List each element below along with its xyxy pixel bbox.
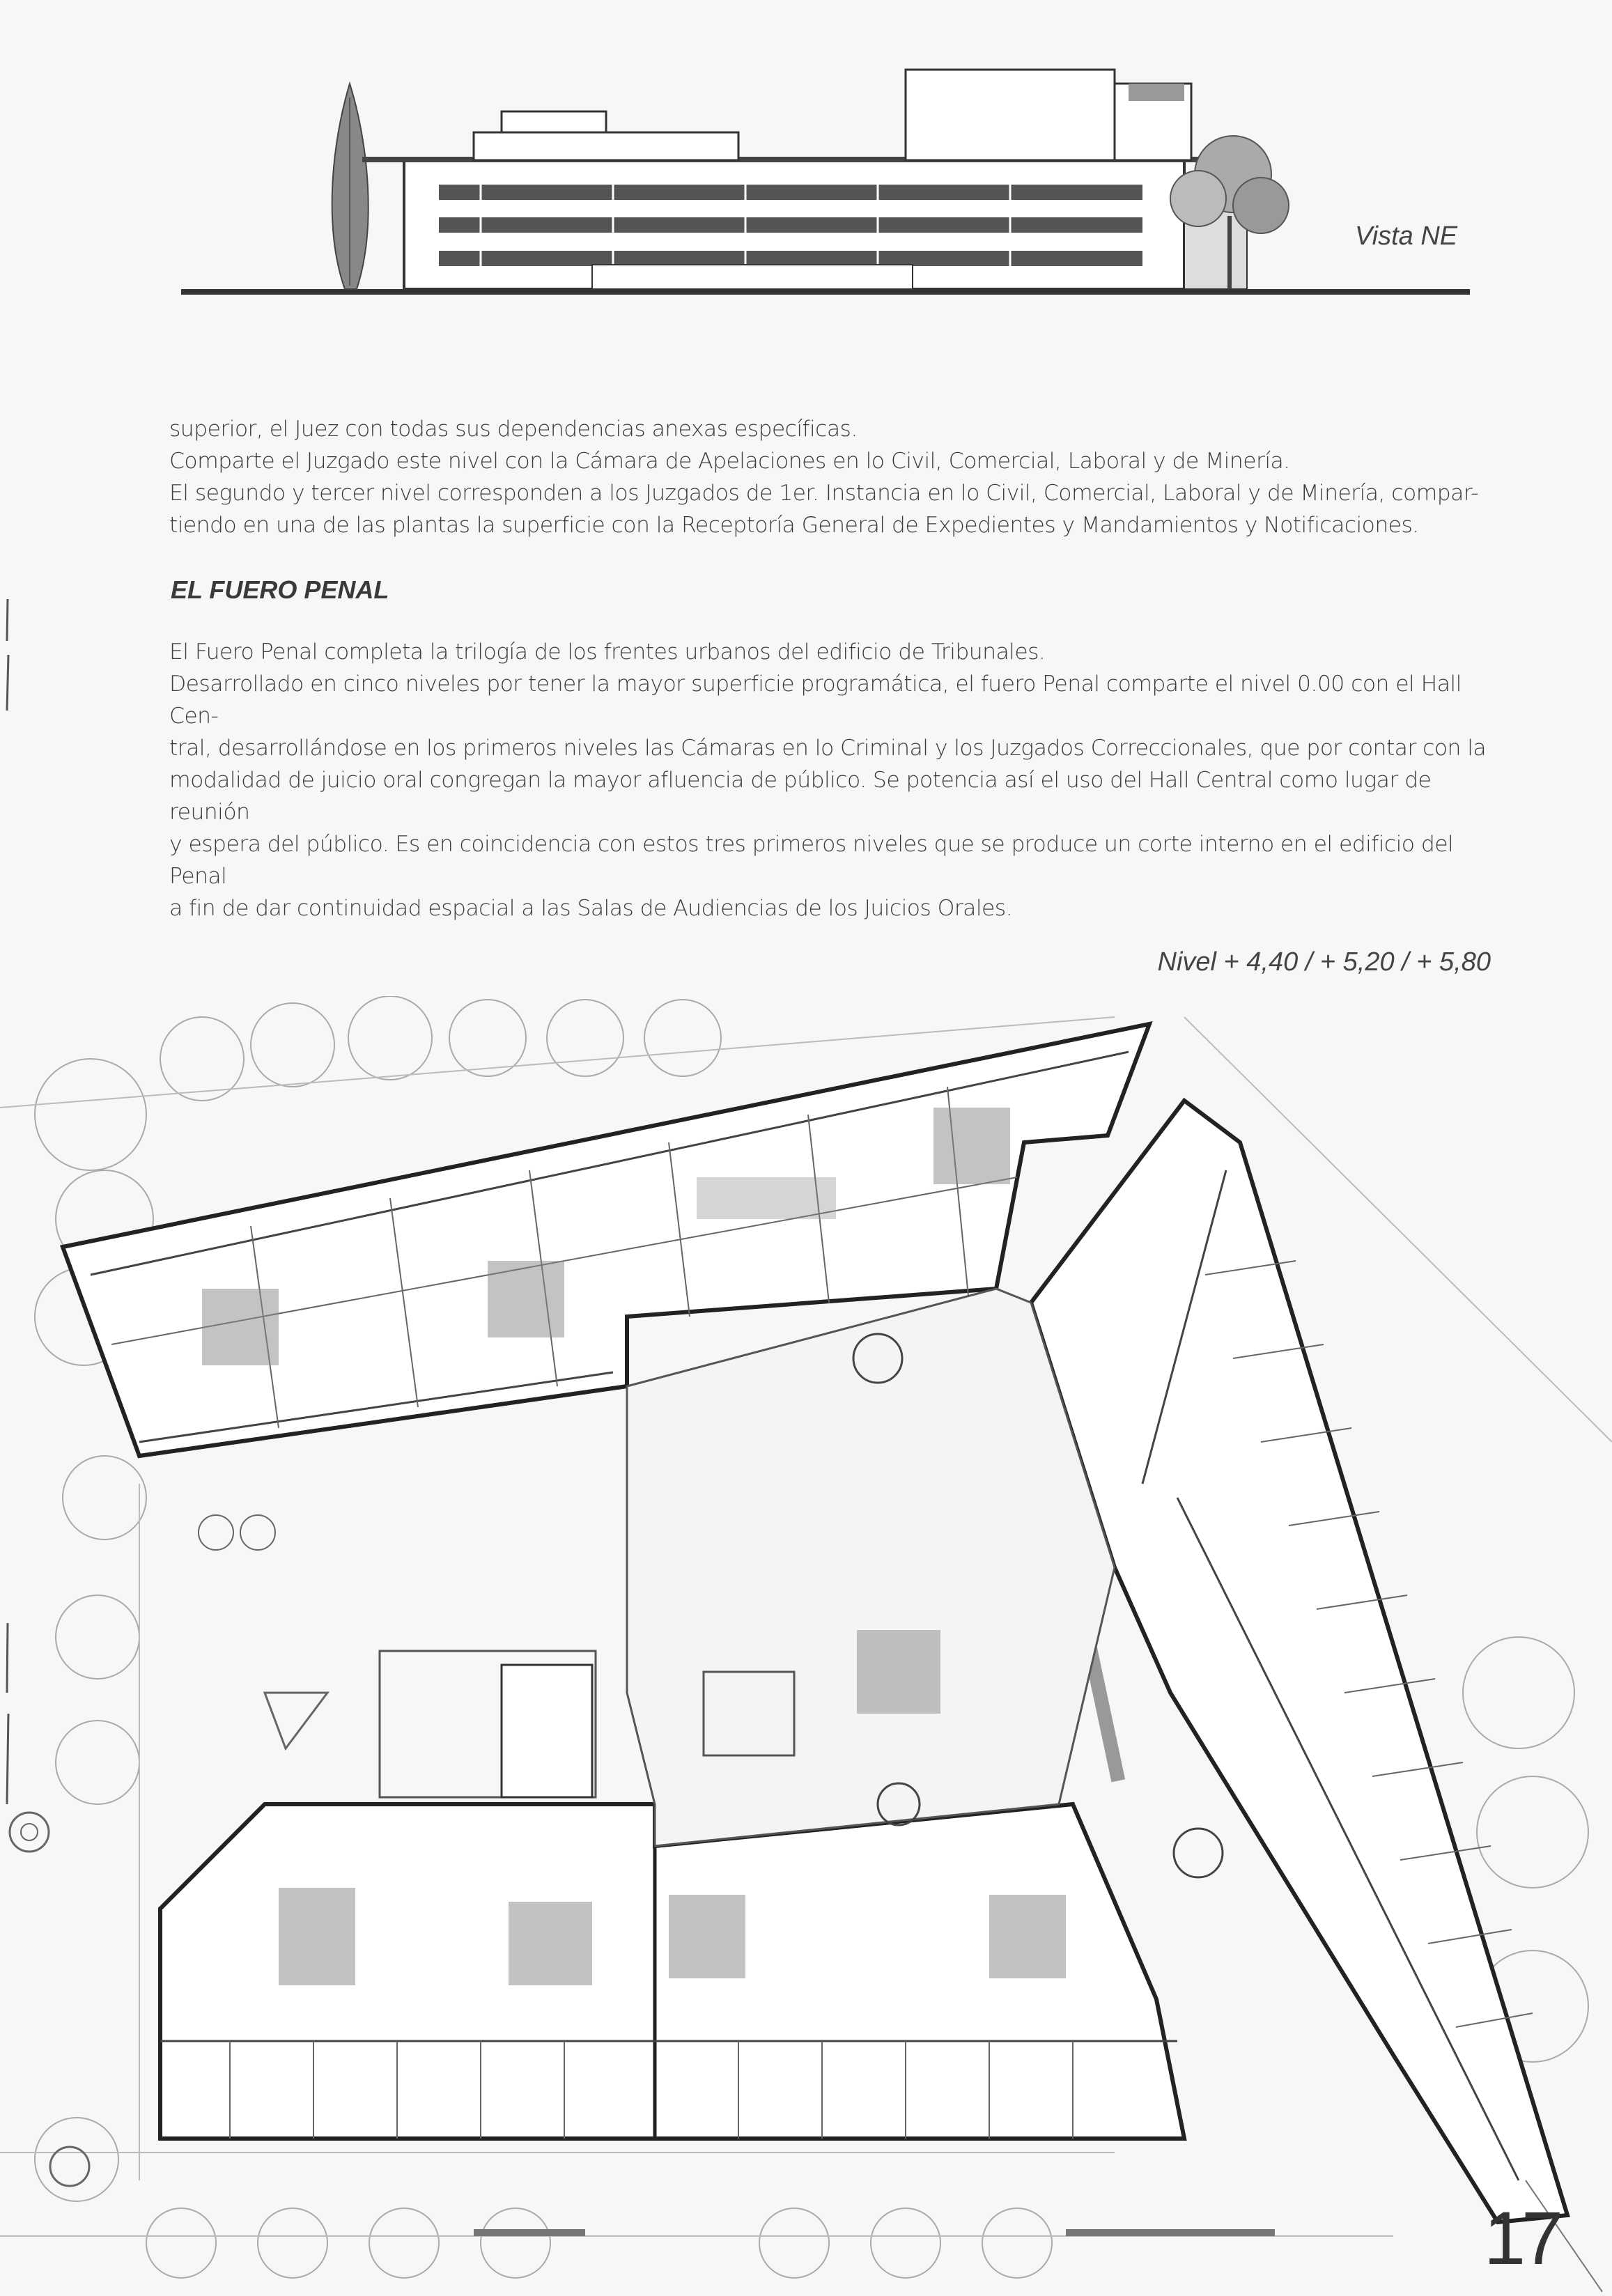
- intro-paragraph: [169, 413, 1493, 541]
- elevation-caption: Vista NE: [1355, 222, 1458, 251]
- text-line: a fin de dar continuidad espacial a las Salas de Audiencias de los Juicios Orales.: [169, 896, 1013, 921]
- text-line: Desarrollado en cinco niveles por tener la mayor superficie programática, el fuero Penal comparte el nivel 0.00 con el Hall Cen-: [169, 672, 1462, 729]
- text-line: superior, el Juez con todas sus dependencias anexas específicas.: [169, 417, 858, 442]
- elevation-drawing: [174, 56, 1470, 313]
- text-line: El segundo y tercer nivel corresponden a los Juzgados de 1er. Instancia en lo Civil, Comercial, Laboral y de Minería, compar-: [169, 481, 1478, 506]
- floor-plan-caption: Nivel + 4,40 / + 5,20 / + 5,80: [1157, 947, 1491, 977]
- text-line: Comparte el Juzgado este nivel con la Cámara de Apelaciones en lo Civil, Comercial, Laboral y de Minería.: [169, 449, 1290, 474]
- floor-plan-drawing: [0, 996, 1612, 2296]
- section-heading: EL FUERO PENAL: [171, 575, 389, 604]
- text-line: modalidad de juicio oral congregan la mayor afluencia de público. Se potencia así el uso del Hall Central como lugar de reunión: [169, 768, 1432, 825]
- section-paragraph: [169, 636, 1493, 924]
- page-number: 17: [1484, 2196, 1560, 2280]
- text-line: tiendo en una de las plantas la superficie con la Receptoría General de Expedientes y Mandamientos y Notificaciones.: [169, 513, 1419, 538]
- margin-mark: [4, 599, 11, 711]
- text-line: tral, desarrollándose en los primeros niveles las Cámaras en lo Criminal y los Juzgados Correccionales, que por contar con la: [169, 736, 1487, 761]
- text-line: El Fuero Penal completa la trilogía de los frentes urbanos del edificio de Tribunales.: [169, 639, 1046, 665]
- text-line: y espera del público. Es en coincidencia con estos tres primeros niveles que se produce un corte interno en el edificio del Penal: [169, 832, 1454, 889]
